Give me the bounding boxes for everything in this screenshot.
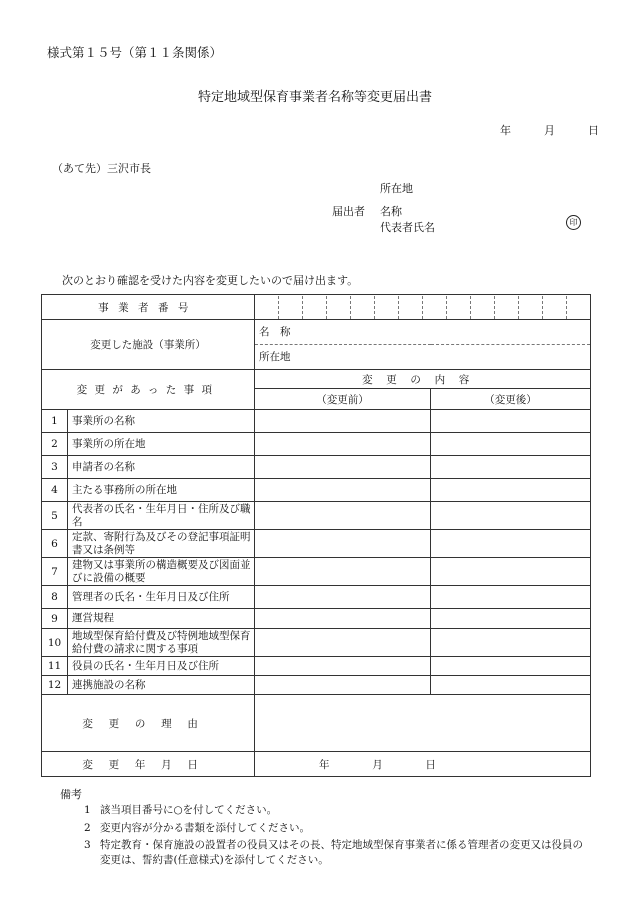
item-number: 2	[42, 433, 68, 456]
change-date-year: 年	[319, 758, 330, 771]
note-number: 2	[84, 822, 91, 834]
item-label: 主たる事務所の所在地	[68, 479, 255, 502]
note-text: 特定教育・保育施設の設置者の役員又はその長、特定地域型保育事業者に係る管理者の変更又は役員の変更は、誓約書(任意様式)を添付してください。	[100, 839, 583, 866]
item-before-cell[interactable]	[255, 609, 431, 629]
applicant-label: 届出者	[332, 205, 365, 218]
change-item-row	[42, 410, 591, 433]
item-label: 事業所の名称	[68, 410, 255, 433]
item-label: 地域型保育給付費及び特例地域型保育給付費の請求に関する事項	[68, 629, 255, 657]
item-after-cell[interactable]	[431, 657, 591, 676]
applicant-rep-label: 代表者氏名	[380, 221, 435, 234]
item-label: 管理者の氏名・生年月日及び住所	[68, 586, 255, 609]
item-after-cell[interactable]	[431, 530, 591, 558]
intro-text: 次のとおり確認を受けた内容を変更したいので届け出ます。	[62, 274, 359, 287]
note-text: 該当項目番号に○を付してください。	[100, 804, 278, 816]
page-title: 特定地域型保育事業者名称等変更届出書	[197, 90, 432, 105]
change-date-field[interactable]	[255, 752, 591, 777]
date-month: 月	[544, 124, 555, 137]
change-content-header: 変更の内容	[255, 370, 591, 389]
item-label: 代表者の氏名・生年月日・住所及び職名	[68, 502, 255, 530]
item-before-cell[interactable]	[255, 456, 431, 479]
item-before-cell[interactable]	[255, 410, 431, 433]
change-item-row	[42, 502, 591, 530]
notes-heading: 備考	[60, 788, 82, 801]
date-day: 日	[588, 124, 599, 137]
item-after-cell[interactable]	[431, 502, 591, 530]
item-number: 4	[42, 479, 68, 502]
item-after-cell[interactable]	[431, 586, 591, 609]
change-item-row	[42, 676, 591, 695]
change-date-day: 日	[425, 758, 436, 771]
change-item-row	[42, 530, 591, 558]
note-text: 変更内容が分かる書類を添付してください。	[100, 822, 310, 834]
item-label: 事業所の所在地	[68, 433, 255, 456]
item-label: 定款、寄附行為及びその登記事項証明書又は条例等	[68, 530, 255, 558]
item-after-cell[interactable]	[431, 433, 591, 456]
item-number: 3	[42, 456, 68, 479]
change-item-row	[42, 609, 591, 629]
item-label: 申請者の名称	[68, 456, 255, 479]
change-item-row	[42, 558, 591, 586]
change-item-row	[42, 456, 591, 479]
change-item-row	[42, 433, 591, 456]
date-year: 年	[500, 124, 511, 137]
change-item-row	[42, 586, 591, 609]
facility-label: 変更した施設（事業所）	[42, 320, 255, 370]
item-number: 10	[42, 629, 68, 657]
item-label: 役員の氏名・生年月日及び住所	[68, 657, 255, 676]
item-number: 5	[42, 502, 68, 530]
change-form-table	[41, 294, 591, 777]
submission-date	[500, 122, 599, 138]
item-number: 8	[42, 586, 68, 609]
form-number: 様式第１５号（第１１条関係）	[47, 45, 223, 60]
item-label: 連携施設の名称	[68, 676, 255, 695]
item-number: 6	[42, 530, 68, 558]
item-number: 7	[42, 558, 68, 586]
item-after-cell[interactable]	[431, 410, 591, 433]
item-before-cell[interactable]	[255, 657, 431, 676]
change-date-label: 変更年月日	[42, 752, 255, 777]
item-number: 1	[42, 410, 68, 433]
note-number: 3	[84, 839, 91, 851]
after-header: （変更後）	[431, 389, 591, 410]
change-date-month: 月	[372, 758, 383, 771]
applicant-name-label: 名称	[380, 205, 402, 218]
item-before-cell[interactable]	[255, 676, 431, 695]
item-after-cell[interactable]	[431, 629, 591, 657]
item-before-cell[interactable]	[255, 629, 431, 657]
before-header: （変更前）	[255, 389, 431, 410]
item-label: 運営規程	[68, 609, 255, 629]
applicant-address-label: 所在地	[380, 182, 413, 195]
item-before-cell[interactable]	[255, 502, 431, 530]
business-number-label: 事業者番号	[42, 295, 255, 320]
item-number: 9	[42, 609, 68, 629]
item-after-cell[interactable]	[431, 456, 591, 479]
item-before-cell[interactable]	[255, 558, 431, 586]
addressee: （あて先）三沢市長	[52, 162, 151, 175]
item-after-cell[interactable]	[431, 609, 591, 629]
item-label: 建物又は事業所の構造概要及び図面並びに設備の概要	[68, 558, 255, 586]
reason-field[interactable]	[255, 695, 591, 752]
change-item-row	[42, 479, 591, 502]
item-after-cell[interactable]	[431, 558, 591, 586]
seal-mark: 印	[566, 215, 581, 230]
change-item-row	[42, 629, 591, 657]
item-before-cell[interactable]	[255, 530, 431, 558]
item-number: 11	[42, 657, 68, 676]
item-number: 12	[42, 676, 68, 695]
change-item-row	[42, 657, 591, 676]
item-before-cell[interactable]	[255, 586, 431, 609]
changed-items-header: 変更があった事項	[42, 370, 255, 410]
facility-address-field[interactable]: 所在地	[255, 345, 591, 370]
item-after-cell[interactable]	[431, 479, 591, 502]
item-before-cell[interactable]	[255, 479, 431, 502]
facility-name-field[interactable]: 名 称	[255, 320, 591, 345]
item-after-cell[interactable]	[431, 676, 591, 695]
item-before-cell[interactable]	[255, 433, 431, 456]
reason-label: 変更の理由	[42, 695, 255, 752]
note-number: 1	[84, 804, 91, 816]
business-number-boxes[interactable]	[255, 295, 591, 320]
